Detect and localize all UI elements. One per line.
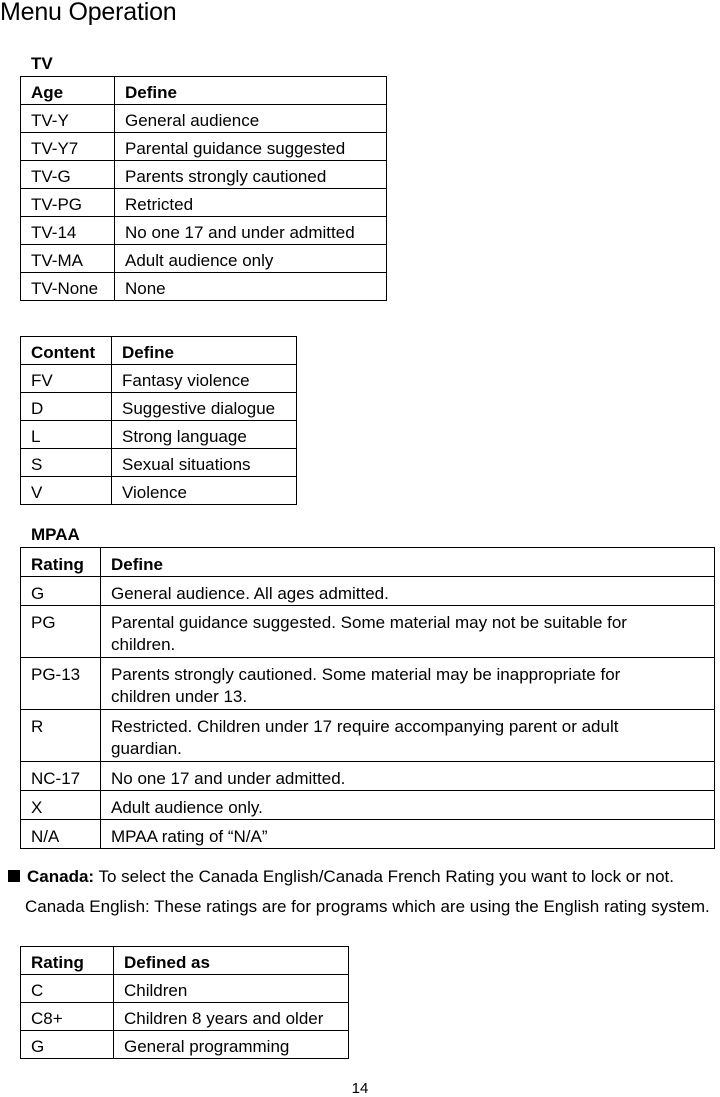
table-row [21,1031,349,1059]
rating-cell: S [21,449,112,477]
definition-cell: Parental guidance suggested. Some material may not be suitable for children. [101,606,715,658]
rating-cell: L [21,421,112,449]
rating-cell: D [21,393,112,421]
definition-cell: General programming [114,1031,349,1059]
column-header: Content [21,337,112,365]
rating-cell: TV-14 [21,217,115,245]
definition-cell: Parents strongly cautioned [115,161,387,189]
table-header-row [21,947,349,975]
column-header: Defined as [114,947,349,975]
rating-cell: TV-G [21,161,115,189]
table-row [21,217,387,245]
rating-cell: C8+ [21,1003,114,1031]
table-row [21,365,297,393]
canada-bullet-line [8,867,674,887]
column-header: Age [21,77,115,105]
rating-cell: PG [21,606,101,658]
rating-cell: FV [21,365,112,393]
definition-cell: No one 17 and under admitted [115,217,387,245]
definition-cell: None [115,273,387,301]
table-row [21,975,349,1003]
definition-cell: Sexual situations [112,449,297,477]
definition-cell: Children 8 years and older [114,1003,349,1031]
definition-cell: Adult audience only. [101,791,715,820]
column-header: Define [112,337,297,365]
table-row [21,161,387,189]
definition-cell: General audience. All ages admitted. [101,577,715,606]
definition-cell: Adult audience only [115,245,387,273]
table-row [21,477,297,505]
definition-cell: Fantasy violence [112,365,297,393]
mpaa-label: MPAA [31,525,80,544]
canada-english-paragraph: Canada English: These ratings are for programs which are using the English rating system. [25,897,710,916]
definition-cell: Retricted [115,189,387,217]
rating-cell: TV-None [21,273,115,301]
canada-text: To select the Canada English/Canada French Rating you want to lock or not. [94,867,674,886]
table-row [21,820,715,849]
table-row [21,1003,349,1031]
column-header: Rating [21,947,114,975]
content-table [20,336,297,505]
square-bullet-icon [8,870,20,882]
table-row [21,133,387,161]
table-row [21,606,715,658]
definition-cell: Parents strongly cautioned. Some material may be inappropriate for children under 13. [101,658,715,710]
mpaa-table [20,547,715,849]
page-title: Menu Operation [0,0,177,26]
column-header: Define [101,548,715,577]
canada-label: Canada: [27,867,95,886]
tv-ratings-table [20,76,387,301]
canada-english-table [20,946,349,1059]
rating-cell: N/A [21,820,101,849]
rating-cell: V [21,477,112,505]
table-header-row [21,548,715,577]
definition-cell: Strong language [112,421,297,449]
table-row [21,245,387,273]
table-row [21,189,387,217]
table-row [21,762,715,791]
table-row [21,421,297,449]
definition-cell: Parental guidance suggested [115,133,387,161]
rating-cell: NC-17 [21,762,101,791]
table-row [21,710,715,762]
rating-cell: G [21,1031,114,1059]
definition-cell: Restricted. Children under 17 require accompanying parent or adult guardian. [101,710,715,762]
rating-cell: R [21,710,101,762]
column-header: Rating [21,548,101,577]
table-row [21,577,715,606]
definition-cell: Children [114,975,349,1003]
table-row [21,393,297,421]
rating-cell: TV-PG [21,189,115,217]
definition-cell: MPAA rating of “N/A” [101,820,715,849]
table-header-row [21,77,387,105]
rating-cell: C [21,975,114,1003]
table-row [21,791,715,820]
rating-cell: G [21,577,101,606]
rating-cell: PG-13 [21,658,101,710]
table-row [21,449,297,477]
table-row [21,658,715,710]
definition-cell: No one 17 and under admitted. [101,762,715,791]
rating-cell: TV-Y7 [21,133,115,161]
table-row [21,273,387,301]
page-number: 14 [351,1080,369,1097]
definition-cell: Violence [112,477,297,505]
rating-cell: X [21,791,101,820]
rating-cell: TV-Y [21,105,115,133]
rating-cell: TV-MA [21,245,115,273]
table-row [21,105,387,133]
table-header-row [21,337,297,365]
column-header: Define [115,77,387,105]
definition-cell: Suggestive dialogue [112,393,297,421]
definition-cell: General audience [115,105,387,133]
tv-label: TV [31,54,53,73]
